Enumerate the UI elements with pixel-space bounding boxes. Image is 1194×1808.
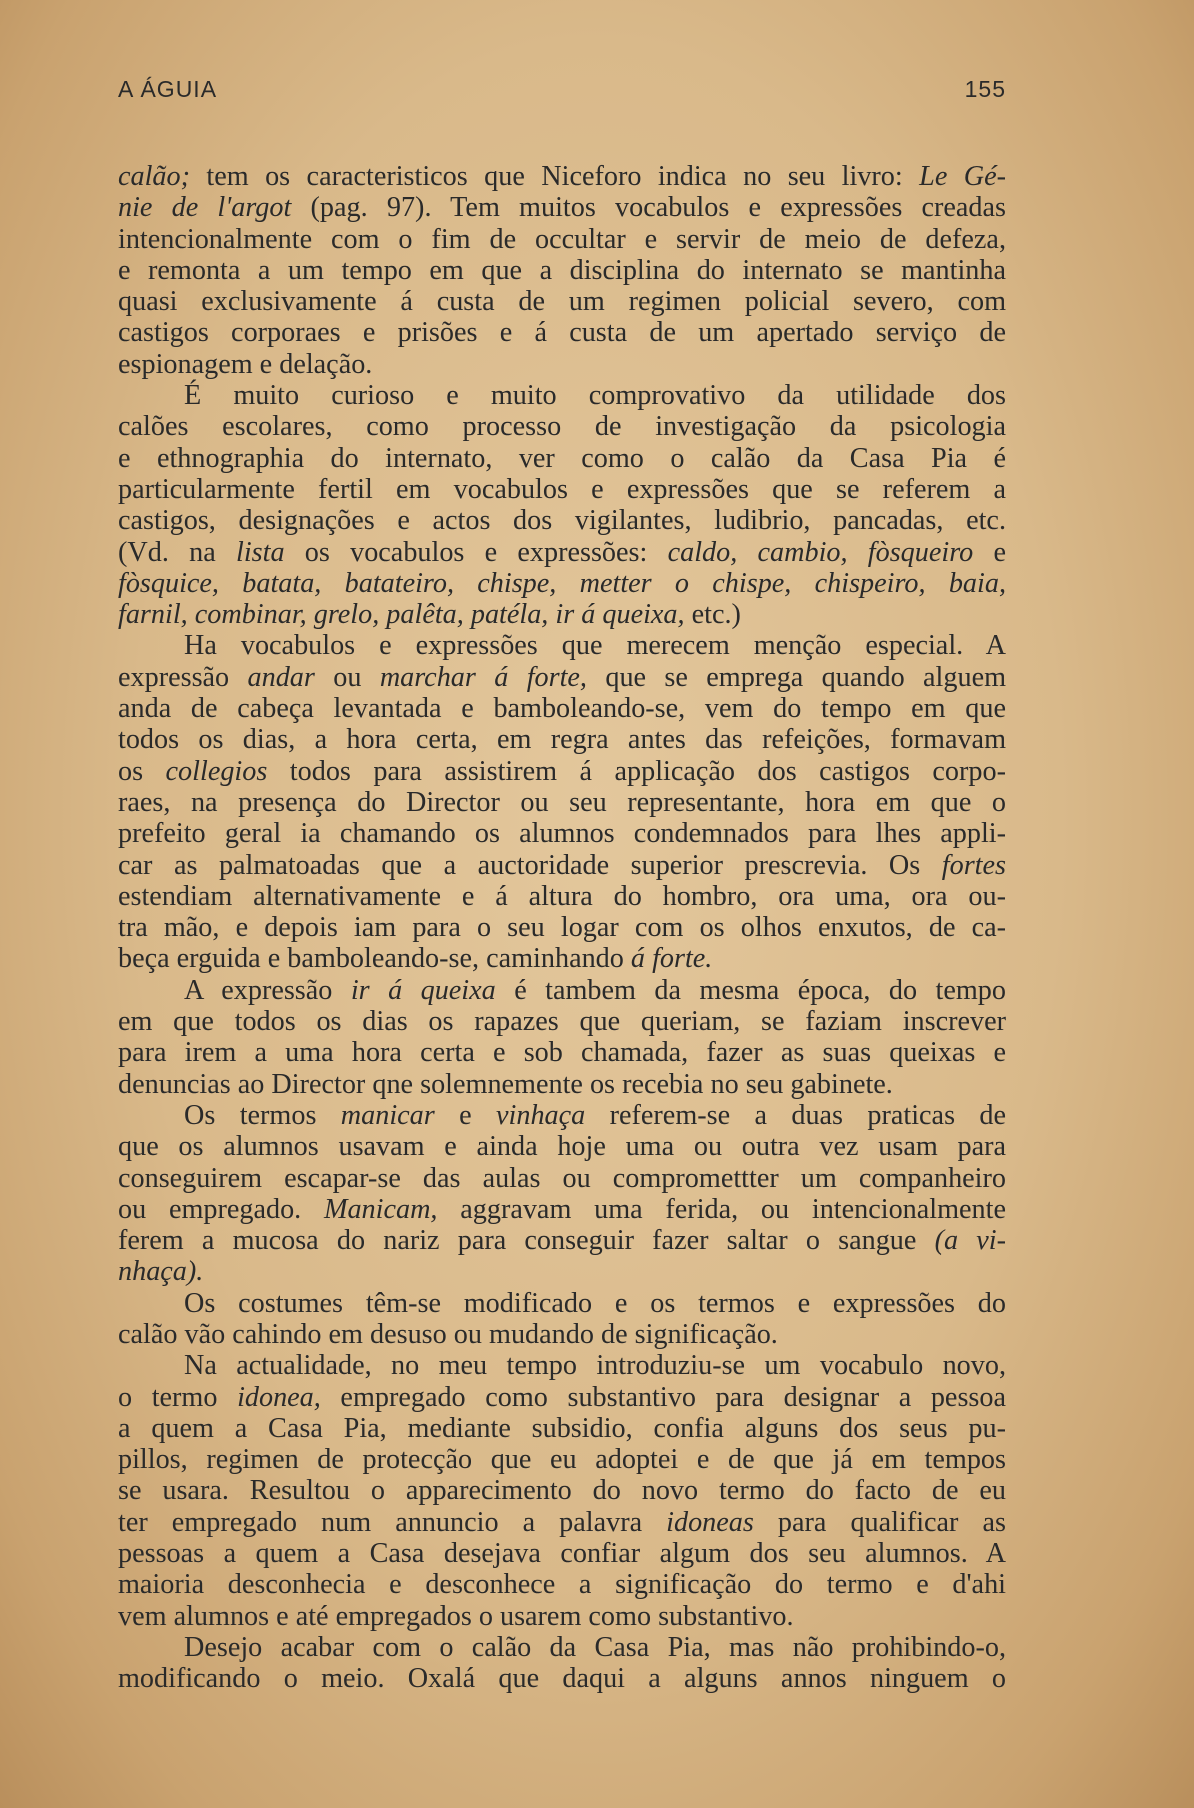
text-line [118, 505, 1006, 536]
text-run: castigos corporaes e prisões e á custa de um apertado serviço de [118, 317, 1006, 349]
text-run: A expressão [184, 974, 351, 1006]
text-line [118, 599, 1006, 630]
text-run: calão vão cahindo em desuso ou mudando de significação. [118, 1318, 778, 1350]
running-title: A ÁGUIA [118, 76, 218, 102]
text-line [118, 630, 1006, 661]
text-line [118, 693, 1006, 724]
text-line [118, 1037, 1006, 1068]
text-run: empregado como substantivo para designar a pessoa [320, 1381, 1006, 1413]
text-line [118, 286, 1006, 317]
text-run: maioria desconhecia e desconhece a significação do termo e d'ahi [118, 1569, 1006, 1601]
text-run: aggravam uma ferida, ou intencionalmente [437, 1193, 1006, 1225]
text-line [118, 1382, 1006, 1413]
text-run: para qualificar as [753, 1506, 1006, 1538]
text-run: É muito curioso e muito comprovativo da utilidade dos [184, 380, 1006, 412]
italic-term: fortes [941, 849, 1006, 881]
italic-term: Manicam, [323, 1193, 438, 1225]
text-run: prefeito geral ia chamando os alumnos condemnados para lhes appli- [118, 818, 1006, 850]
text-line [118, 1131, 1006, 1162]
running-header [118, 76, 1006, 103]
text-run: é tambem da mesma época, do tempo [495, 974, 1006, 1006]
text-line [118, 724, 1006, 755]
text-run: quasi exclusivamente á custa de um regimen policial severo, com [118, 286, 1006, 318]
text-line [118, 1163, 1006, 1194]
text-line [118, 1350, 1006, 1381]
text-run: Os costumes têm-se modificado e os termos e expressões do [184, 1287, 1006, 1319]
text-run: raes, na presença do Director ou seu representante, hora em que o [118, 786, 1006, 818]
italic-term: idoneas [666, 1506, 754, 1538]
text-run: ter empregado num annuncio a palavra [118, 1506, 667, 1538]
text-run: que os alumnos usavam e ainda hoje uma ou outra vez usam para [118, 1131, 1006, 1163]
text-line [118, 1507, 1006, 1538]
text-run: referem-se a duas praticas de [585, 1099, 1007, 1131]
text-run: castigos, designações e actos dos vigilantes, ludibrio, pancadas, etc. [118, 505, 1006, 537]
text-line [118, 1225, 1006, 1256]
text-run: (Vd. na [118, 536, 236, 568]
italic-term: farnil, combinar, grelo, palêta, patéla, ir á queixa, [118, 599, 685, 631]
text-run: se usara. Resultou o apparecimento do novo termo do facto de eu [118, 1475, 1006, 1507]
text-line [118, 568, 1006, 599]
text-line [118, 443, 1006, 474]
text-run: ou [314, 661, 380, 693]
text-run: modificando o meio. Oxalá que daqui a alguns annos ninguem o [118, 1663, 1006, 1695]
text-run: denuncias ao Director qne solemnemente os recebia no seu gabinete. [118, 1068, 893, 1100]
text-run: ferem a mucosa do nariz para conseguir fazer saltar o sangue [118, 1225, 935, 1257]
text-run: e remonta a um tempo em que a disciplina do internato se mantinha [118, 254, 1006, 286]
italic-term: lista [235, 536, 285, 568]
italic-term: manicar [340, 1099, 435, 1131]
text-run: e [434, 1099, 497, 1131]
text-run: pillos, regimen de protecção que eu adoptei e de que já em tempos [118, 1444, 1006, 1476]
body-text [118, 161, 1006, 1695]
italic-term: calão; [118, 161, 191, 192]
text-line [118, 224, 1006, 255]
text-line [118, 818, 1006, 849]
italic-term: Le Gé- [919, 161, 1006, 192]
text-line [118, 1475, 1006, 1506]
text-run: e ethnographia do internato, ver como o calão da Casa Pia é [118, 442, 1006, 474]
text-run: particularmente fertil em vocabulos e expressões que se referem a [118, 473, 1006, 505]
text-line [118, 255, 1006, 286]
text-line [118, 662, 1006, 693]
text-run: (pag. 97). Tem muitos vocabulos e expressões creadas [291, 192, 1006, 224]
text-run: que se emprega quando alguem [586, 661, 1007, 693]
text-run: tem os caracteristicos que Niceforo indica no seu livro: [190, 161, 920, 192]
page-number: 155 [964, 76, 1006, 102]
text-line [118, 850, 1006, 881]
text-line [118, 1601, 1006, 1632]
text-line [118, 756, 1006, 787]
text-line [118, 975, 1006, 1006]
italic-term: caldo, cambio, fòsqueiro [667, 536, 974, 568]
text-run: para irem a uma hora certa e sob chamada, fazer as suas queixas e [118, 1037, 1006, 1069]
text-run: conseguirem escapar-se das aulas ou compromettter um companheiro [118, 1162, 1006, 1194]
italic-term: ir á queixa [350, 974, 496, 1006]
text-run: e [973, 536, 1006, 568]
text-run: Na actualidade, no meu tempo introduziu-se um vocabulo novo, [184, 1350, 1006, 1382]
text-run: todos para assistirem á applicação dos castigos corpo- [267, 755, 1006, 787]
text-run: beça erguida e bamboleando-se, caminhando [118, 943, 631, 975]
text-line [118, 881, 1006, 912]
text-run: a quem a Casa Pia, mediante subsidio, confia alguns dos seus pu- [118, 1412, 1006, 1444]
text-run: Ha vocabulos e expressões que merecem menção especial. A [184, 630, 1006, 662]
text-line [118, 349, 1006, 380]
text-run: em que todos os dias os rapazes que queriam, se faziam inscrever [118, 1006, 1006, 1038]
text-line [118, 192, 1006, 223]
text-line [118, 1319, 1006, 1350]
text-line [118, 474, 1006, 505]
text-line [118, 411, 1006, 442]
text-run: espionagem e delação. [118, 348, 373, 380]
text-run: anda de cabeça levantada e bamboleando-se, vem do tempo em que [118, 693, 1006, 725]
text-line [118, 1663, 1006, 1694]
italic-term: nie de l'argot [118, 192, 292, 224]
text-run: ou empregado. [118, 1193, 324, 1225]
text-run: Desejo acabar com o calão da Casa Pia, mas não prohibindo-o, [184, 1631, 1006, 1663]
italic-term: andar [247, 661, 315, 693]
text-line [118, 1256, 1006, 1287]
text-line [118, 1413, 1006, 1444]
text-line [118, 1069, 1006, 1100]
text-run: tra mão, e depois iam para o seu logar com os olhos enxutos, de ca- [118, 912, 1006, 944]
text-line [118, 1288, 1006, 1319]
text-line [118, 1538, 1006, 1569]
italic-term: nhaça). [118, 1256, 204, 1288]
text-run: calões escolares, como processo de investigação da psicologia [118, 411, 1006, 443]
text-line [118, 943, 1006, 974]
text-line [118, 1100, 1006, 1131]
text-line [118, 1006, 1006, 1037]
italic-term: idonea, [237, 1381, 321, 1413]
text-line [118, 1194, 1006, 1225]
text-line [118, 912, 1006, 943]
text-line [118, 317, 1006, 348]
text-line [118, 537, 1006, 568]
text-run: todos os dias, a hora certa, em regra antes das refeições, formavam [118, 724, 1006, 756]
text-run: intencionalmente com o fim de occultar e servir de meio de defeza, [118, 223, 1006, 255]
text-run: os [118, 755, 166, 787]
text-line [118, 1569, 1006, 1600]
text-line [118, 787, 1006, 818]
text-run: vem alumnos e até empregados o usarem como substantivo. [118, 1600, 794, 1632]
text-line [118, 1444, 1006, 1475]
text-run: os vocabulos e expressões: [284, 536, 668, 568]
text-line [118, 1632, 1006, 1663]
italic-term: á forte. [630, 943, 713, 975]
italic-term: collegios [165, 755, 268, 787]
text-run: estendiam alternativamente e á altura do hombro, ora uma, ora ou- [118, 880, 1006, 912]
italic-term: (a vi- [934, 1225, 1006, 1257]
text-run: Os termos [184, 1099, 341, 1131]
text-run: o termo [118, 1381, 238, 1413]
italic-term: vinhaça [496, 1099, 586, 1131]
text-line [118, 380, 1006, 411]
text-run: etc.) [684, 599, 741, 631]
text-line [118, 161, 1006, 192]
italic-term: marchar á forte, [379, 661, 587, 693]
italic-term: fòsquice, batata, batateiro, chispe, metter o chispe, chispeiro, baia, [118, 567, 1006, 599]
text-run: expressão [118, 661, 248, 693]
text-run: car as palmatoadas que a auctoridade superior prescrevia. Os [118, 849, 942, 881]
text-run: pessoas a quem a Casa desejava confiar algum dos seu alumnos. A [118, 1538, 1006, 1570]
